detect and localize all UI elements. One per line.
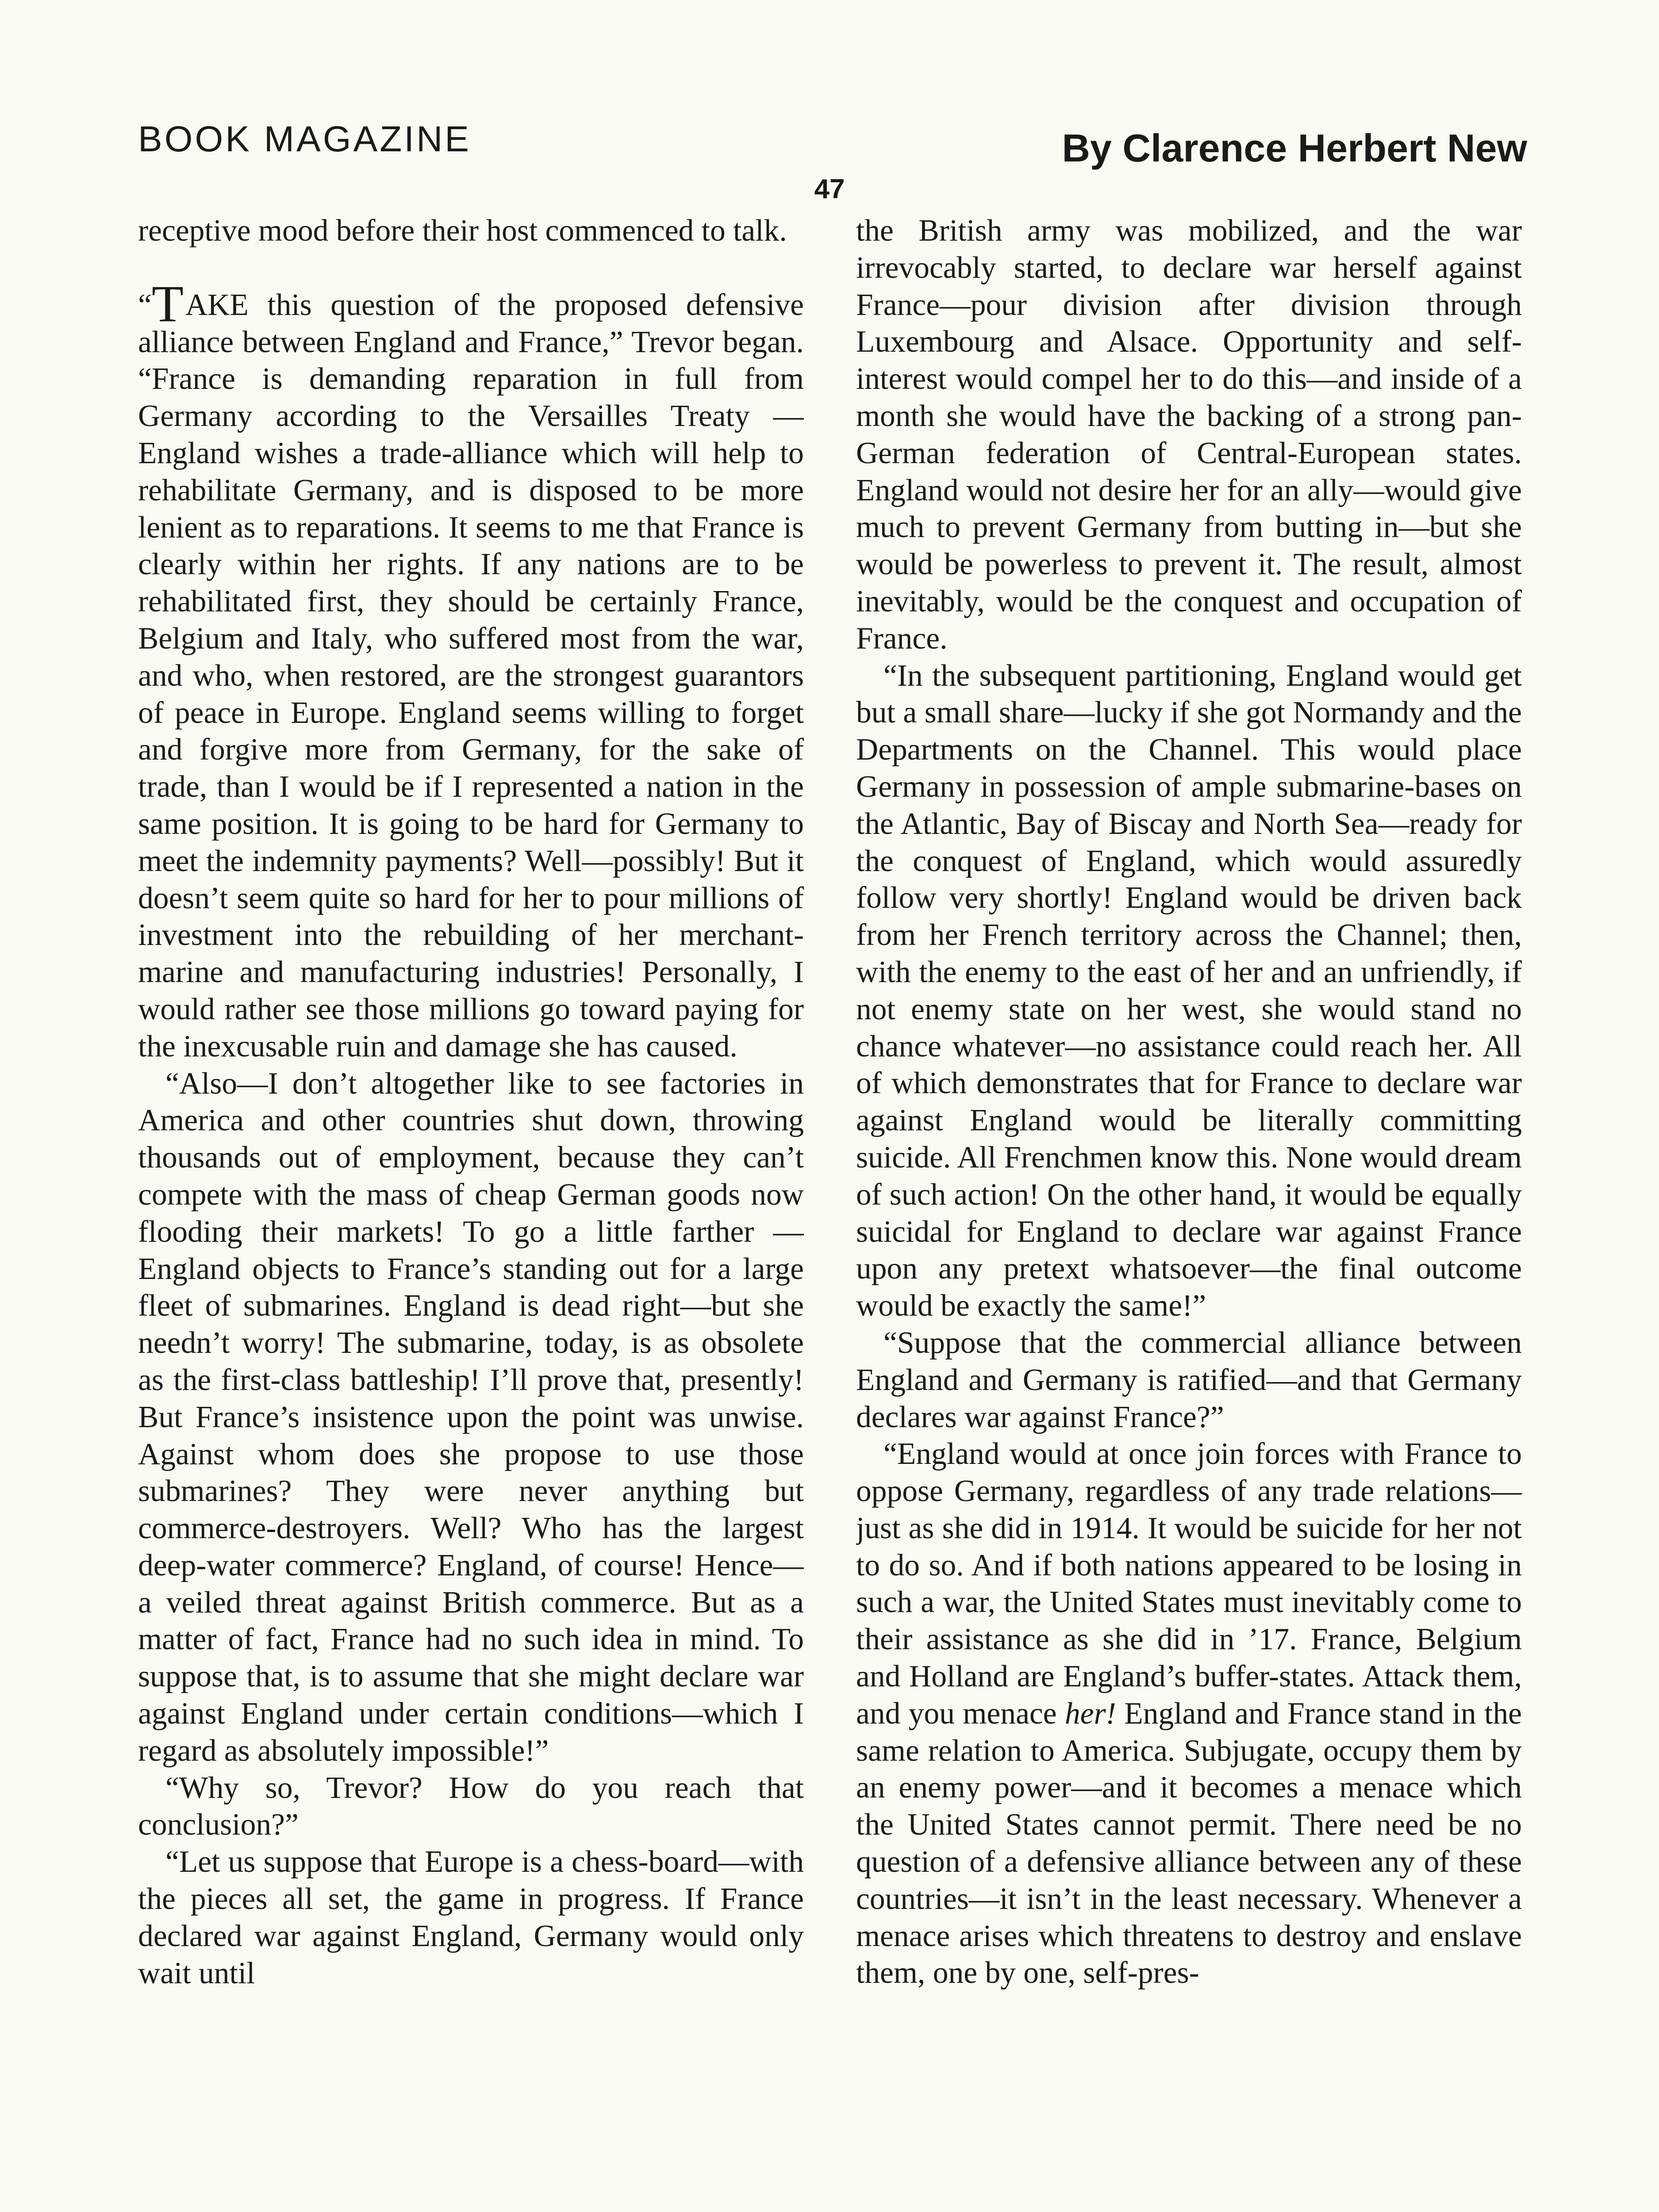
page-number: 47	[814, 174, 845, 204]
paragraph-text: England and France stand in the same relation to America. Subjugate, occupy them by an enemy power—and it becomes a menace which the United States cannot permit. There need be no question of a defensive alliance between any of these countries—it isn’t in the least necessary. Whenever a menace arises which threatens to destroy and enslave them, one by one, self-pres-	[856, 1696, 1522, 1990]
publication-title: BOOK MAGAZINE	[138, 119, 471, 159]
paragraph: “Suppose that the commercial alliance between England and Germany is ratified—and that Germany declares war against France?”	[856, 1325, 1522, 1434]
paragraph: “Let us suppose that Europe is a chess-board—with the pieces all set, the game in progress. If France declared war against England, Germany would only wait until	[138, 1845, 804, 1990]
paragraph: “Also—I don’t altogether like to see factories in America and other countries shut down, throwing thousands out of employment, because they can’t compete with the mass of cheap German goods now flooding their markets! To go a little farther —England objects to France’s standing out for a large fleet of submarines. England is dead right—but she needn’t worry! The submarine, today, is as obsolete as the first-class battleship! I’ll prove that, presently! But France’s insistence upon the point was unwise. Against whom does she propose to use those submarines? They were never anything but commerce-destroyers. Well? Who has the largest deep-water commerce? England, of course! Hence—a veiled threat against British commerce. But as a matter of fact, France had no such idea in mind. To suppose that, is to assume that she might declare war against England under certain conditions—which I regard as absolutely impossible!”	[138, 1066, 804, 1768]
paragraph-text: “England would at once join forces with France to oppose Germany, regardless of any trade relations—just as she did in 1914. It would be suicide for her not to do so. And if both nations appeared to be losing in such a war, the United States must inevitably come to their assistance as she did in ’17. France, Belgium and Holland are England’s buffer-states. Attack them, and you menace	[856, 1437, 1522, 1731]
drop-cap: T	[151, 274, 184, 333]
opening-quote: “	[138, 288, 152, 322]
paragraph: “In the subsequent partitioning, England would get but a small share—lucky if she got Normandy and the Departments on the Channel. This would place Germany in possession of ample submarine-bases on the Atlantic, Bay of Biscay and North Sea—ready for the conquest of England, which would assuredly follow very shortly! England would be driven back from her French territory across the Channel; then, with the enemy to the east of her and an unfriendly, if not enemy state on her west, she would stand no chance whatever—no assistance could reach her. All of which demonstrates that for France to declare war against England would be literally committing suicide. All Frenchmen know this. None would dream of such action! On the other hand, it would be equally suicidal for England to declare war against France upon any pretext whatsoever—the final outcome would be exactly the same!”	[856, 658, 1522, 1323]
italic-emphasis: her!	[1065, 1696, 1116, 1731]
paragraph: the British army was mobilized, and the war irrevocably started, to declare war herself against France—pour division after division through Luxembourg and Alsace. Opportunity and self-interest would compel her to do this—and inside of a month she would have the backing of a strong pan-German federation of Central-European states. England would not desire her for an ally—would give much to prevent Germany from butting in—but she would be powerless to prevent it. The result, almost inevitably, would be the conquest and occupation of France.	[856, 214, 1522, 656]
left-text-column	[138, 212, 804, 2212]
right-text-column	[856, 212, 1522, 2212]
author-byline: By Clarence Herbert New	[1062, 126, 1527, 170]
section-opening-paragraph	[138, 274, 804, 1065]
paragraph: receptive mood before their host commenced to talk.	[138, 214, 787, 248]
paragraph-text: AKE this question of the proposed defensive alliance between England and France,” Trevor began. “France is demanding reparation in full from Germany according to the Versailles Treaty —England wishes a trade-alliance which will help to rehabilitate Germany, and is disposed to be more lenient as to reparations. It seems to me that France is clearly within her rights. If any nations are to be rehabilitated first, they should be certainly France, Belgium and Italy, who suffered most from the war, and who, when restored, are the strongest guarantors of peace in Europe. England seems willing to forget and forgive more from Germany, for the sake of trade, than I would be if I represented a nation in the same position. It is going to be hard for Germany to meet the indemnity payments? Well—possibly! But it doesn’t seem quite so hard for her to pour millions of investment into the rebuilding of her merchant-marine and manufacturing industries! Personally, I would rather see those millions go toward paying for the inexcusable ruin and damage she has caused.	[138, 288, 804, 1064]
paragraph	[856, 1436, 1522, 1992]
paragraph: “Why so, Trevor? How do you reach that conclusion?”	[138, 1770, 804, 1842]
